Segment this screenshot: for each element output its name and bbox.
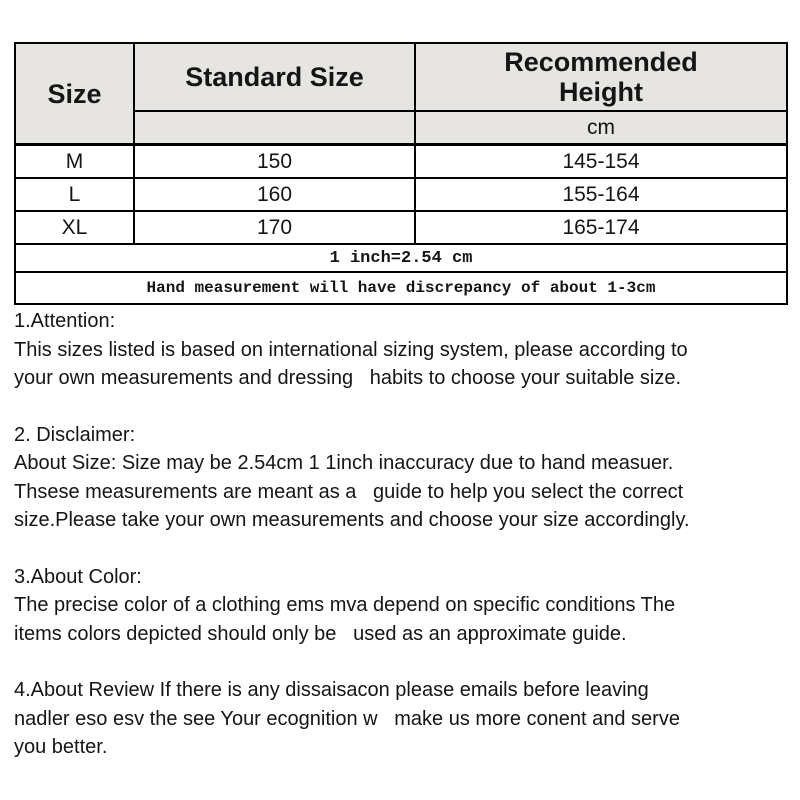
text-line: nadler eso esv the see Your ecognition w make us more conent and serve — [14, 707, 680, 730]
text-line: This sizes listed is based on international sizing system, please according to — [14, 338, 688, 361]
note-section-about-color — [14, 563, 794, 649]
text-line: your own measurements and dressing habits to choose your suitable size. — [14, 367, 682, 389]
size-chart-table — [14, 42, 788, 305]
inch-conversion-note: 1 inch=2.54 cm — [15, 244, 787, 272]
note-section-about-review — [14, 676, 794, 762]
size-cell: L — [15, 178, 134, 211]
text-line: About Size: Size may be 2.54cm 1 1inch inaccuracy due to hand measuer. — [14, 452, 674, 474]
table-note-inch-row — [15, 244, 787, 272]
text-line: 4.About Review If there is any dissaisacon please emails before leaving — [14, 679, 649, 701]
standard-cell: 150 — [134, 145, 415, 179]
hand-measurement-note: Hand measurement will have discrepancy of about 1-3cm — [15, 272, 787, 304]
text-line: 1.Attention: — [14, 310, 116, 332]
table-note-hand-row — [15, 272, 787, 304]
header-size: Size — [15, 43, 134, 145]
table-row-m — [15, 145, 787, 179]
header-recommended-line2: Height — [559, 77, 643, 107]
text-line: Thsese measurements are meant as a guide to help you select the correct — [14, 480, 684, 503]
text-line: 3.About Color: — [14, 565, 142, 588]
unit-cm-cell: cm — [415, 111, 787, 145]
height-cell: 155-164 — [415, 178, 787, 211]
text-line: size.Please take your own measurements and choose your size accordingly. — [14, 509, 690, 531]
size-cell: XL — [15, 211, 134, 244]
note-section-attention — [14, 307, 794, 393]
size-cell: M — [15, 145, 134, 179]
table-header-row — [15, 43, 787, 111]
notes-block — [14, 307, 794, 762]
header-recommended-height — [415, 43, 787, 111]
table-row-xl — [15, 211, 787, 244]
standard-cell: 170 — [134, 211, 415, 244]
text-line: The precise color of a clothing ems mva depend on specific conditions The — [14, 594, 676, 616]
header-recommended-line1: Recommended — [504, 47, 698, 77]
text-line: 2. Disclaimer: — [14, 423, 136, 446]
text-line: items colors depicted should only be used as an approximate guide. — [14, 622, 627, 645]
header-standard-size: Standard Size — [134, 43, 415, 111]
note-section-disclaimer — [14, 421, 794, 535]
table-row-l — [15, 178, 787, 211]
standard-cell: 160 — [134, 178, 415, 211]
text-line: you better. — [14, 736, 108, 758]
height-cell: 165-174 — [415, 211, 787, 244]
height-cell: 145-154 — [415, 145, 787, 179]
unit-empty-cell — [134, 111, 415, 145]
